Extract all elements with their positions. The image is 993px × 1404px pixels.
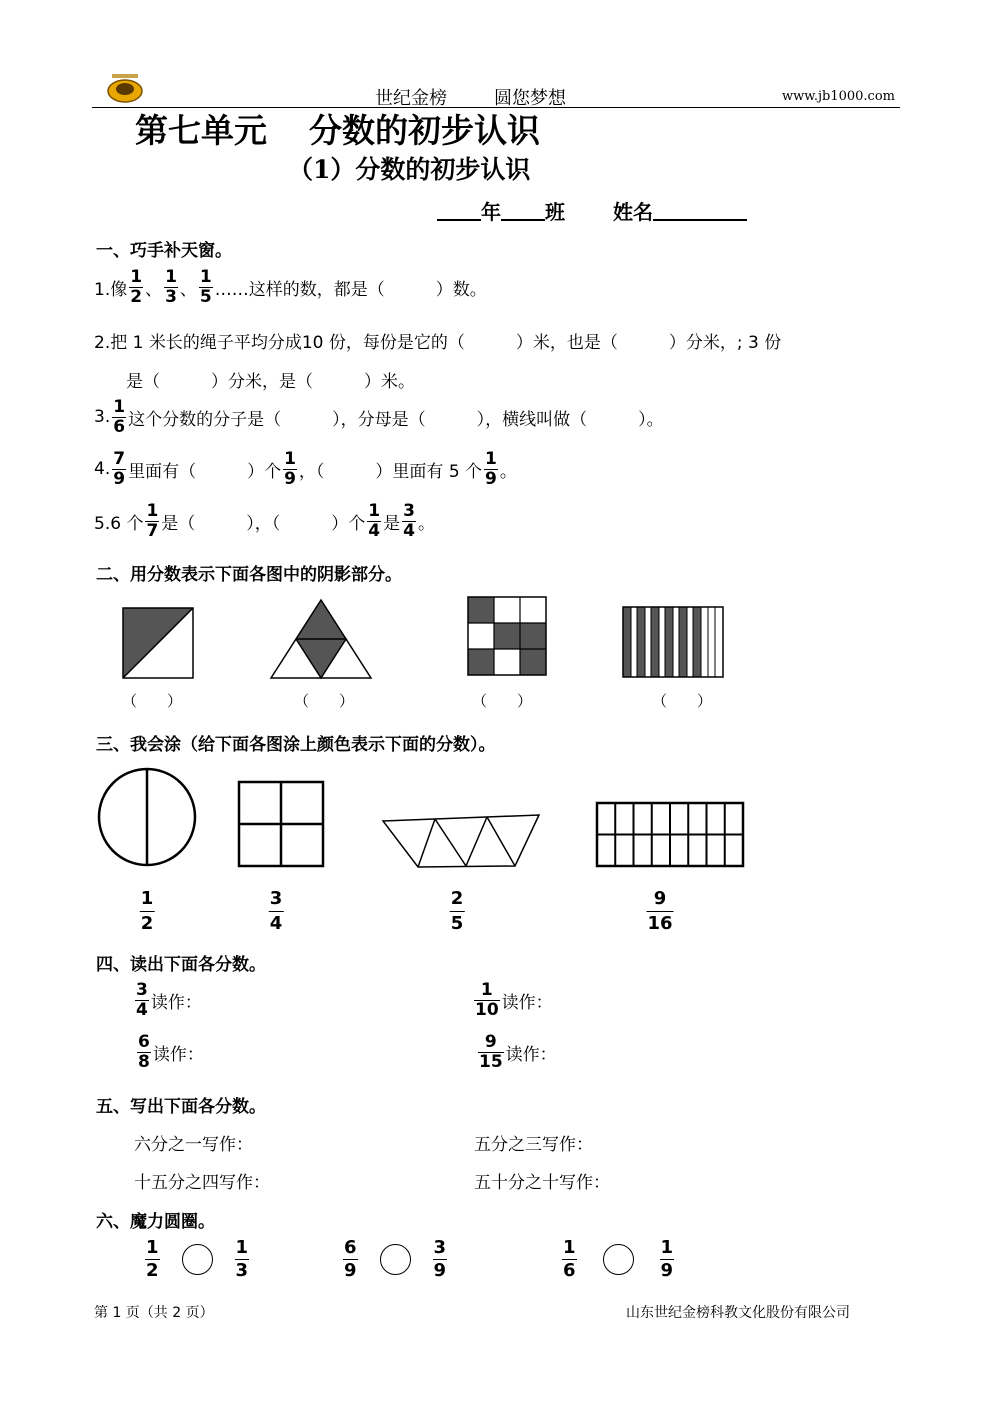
section5-title: 五、写出下面各分数。	[96, 1097, 266, 1117]
q4: 4. $\frac{7}{9}$ 里面有（ ）个 $\frac{1}{9}$ ，（ ）里面有 5 个 $\frac{1}{9}$ 。	[94, 448, 517, 489]
name-blank[interactable]	[653, 201, 747, 221]
topic-title: 分数的初步认识	[309, 111, 540, 150]
lesson-title: （1）分数的初步认识	[288, 155, 531, 184]
compare-circle[interactable]	[380, 1244, 411, 1275]
logo	[102, 72, 148, 104]
circle-halves[interactable]	[99, 769, 195, 865]
header-site: www.jb1000.com	[782, 89, 895, 104]
fraction: $\frac{1}{9}$	[485, 448, 497, 489]
logo-icon	[102, 72, 148, 104]
target-fraction: $\frac{9}{16}$	[647, 888, 673, 934]
header-right: 圆您梦想	[494, 88, 566, 109]
write-item: 十五分之四写作：	[134, 1173, 270, 1193]
section2-title: 二、用分数表示下面各图中的阴影部分。	[96, 565, 402, 585]
write-item: 五分之三写作：	[474, 1135, 593, 1155]
header-left: 世纪金榜	[375, 88, 447, 109]
section3-figures	[0, 765, 993, 875]
square-quarters[interactable]	[239, 782, 323, 866]
q2-line1: 2.把 1 米长的绳子平均分成10 份，每份是它的（ ）米，也是（ ）分米，; 3 份	[94, 333, 782, 353]
grade-label: 年	[481, 200, 501, 224]
read-item: $\frac{3}{4}$ 读作：	[136, 979, 202, 1020]
write-item: 五十分之十写作：	[474, 1173, 610, 1193]
q1: 1.像 $\frac{1}{2}$ 、 $\frac{1}{3}$ 、 $\frac{1}{5}$ ……这样的数，都是（ ）数。	[94, 266, 487, 307]
striped-rectangle	[623, 607, 723, 677]
answer-blank[interactable]: （ ）	[122, 692, 183, 710]
write-item: 六分之一写作：	[134, 1135, 253, 1155]
compare-circle[interactable]	[603, 1244, 634, 1275]
answer-blank[interactable]: （ ）	[294, 692, 355, 710]
answer-blank[interactable]: （ ）	[472, 692, 533, 710]
footer-page: 第 1 页（共 2 页）	[94, 1305, 214, 1321]
class-blank[interactable]	[501, 201, 545, 221]
section2-figures	[0, 590, 993, 690]
student-info	[437, 196, 747, 225]
compare-pair: $\frac{6}{9}$ $\frac{3}{9}$	[344, 1236, 447, 1281]
trapezoid-fifths[interactable]	[383, 815, 539, 867]
fraction: $\frac{1}{6}$	[113, 396, 126, 437]
q2-line2: 是（ ）分米，是（ ）米。	[126, 372, 415, 392]
name-label: 姓名	[613, 200, 653, 224]
fraction: $\frac{1}{5}$	[199, 266, 212, 307]
section1-title: 一、巧手补天窗。	[96, 241, 232, 261]
read-item: $\frac{6}{8}$ 读作：	[138, 1031, 204, 1072]
section3-title: 三、我会涂（给下面各图涂上颜色表示下面的分数）。	[96, 735, 496, 755]
answer-blank[interactable]: （ ）	[652, 692, 713, 710]
compare-pair: $\frac{1}{2}$ $\frac{1}{3}$	[146, 1236, 249, 1281]
q3: 3. $\frac{1}{6}$ 这个分数的分子是（ ），分母是（ ），横线叫做（ ）。	[94, 396, 664, 437]
unit-title: 第七单元	[135, 111, 267, 150]
q5: 5.6 个 $\frac{1}{7}$ 是（ ），（ ）个 $\frac{1}{4}$ 是 $\frac{3}{4}$ 。	[94, 500, 435, 541]
read-item: $\frac{1}{10}$ 读作：	[475, 979, 553, 1020]
target-fraction: $\frac{3}{4}$	[269, 888, 283, 934]
fraction: $\frac{3}{4}$	[403, 500, 415, 541]
fraction: $\frac{1}{3}$	[165, 266, 177, 307]
class-label: 班	[545, 200, 565, 224]
compare-pair: $\frac{1}{6}$ $\frac{1}{9}$	[563, 1236, 674, 1281]
footer-company: 山东世纪金榜科教文化股份有限公司	[626, 1305, 850, 1321]
shaded-triangle	[271, 600, 371, 678]
shaded-grid	[468, 597, 546, 675]
fraction: $\frac{1}{9}$	[284, 448, 296, 489]
fraction: $\frac{7}{9}$	[113, 448, 126, 489]
page-title	[135, 105, 540, 152]
target-fraction: $\frac{2}{5}$	[450, 888, 464, 934]
fraction: $\frac{1}{7}$	[146, 500, 159, 541]
fraction: $\frac{1}{2}$	[130, 266, 143, 307]
compare-circle[interactable]	[182, 1244, 213, 1275]
read-item: $\frac{9}{15}$ 读作：	[479, 1031, 557, 1072]
section6-title: 六、魔力圆圈。	[96, 1212, 215, 1232]
fraction: $\frac{1}{4}$	[368, 500, 381, 541]
target-fraction: $\frac{1}{2}$	[140, 888, 154, 934]
grade-blank[interactable]	[437, 201, 481, 221]
section4-title: 四、读出下面各分数。	[96, 955, 266, 975]
half-shaded-square	[123, 608, 193, 678]
grid-sixteenths[interactable]	[597, 803, 743, 866]
